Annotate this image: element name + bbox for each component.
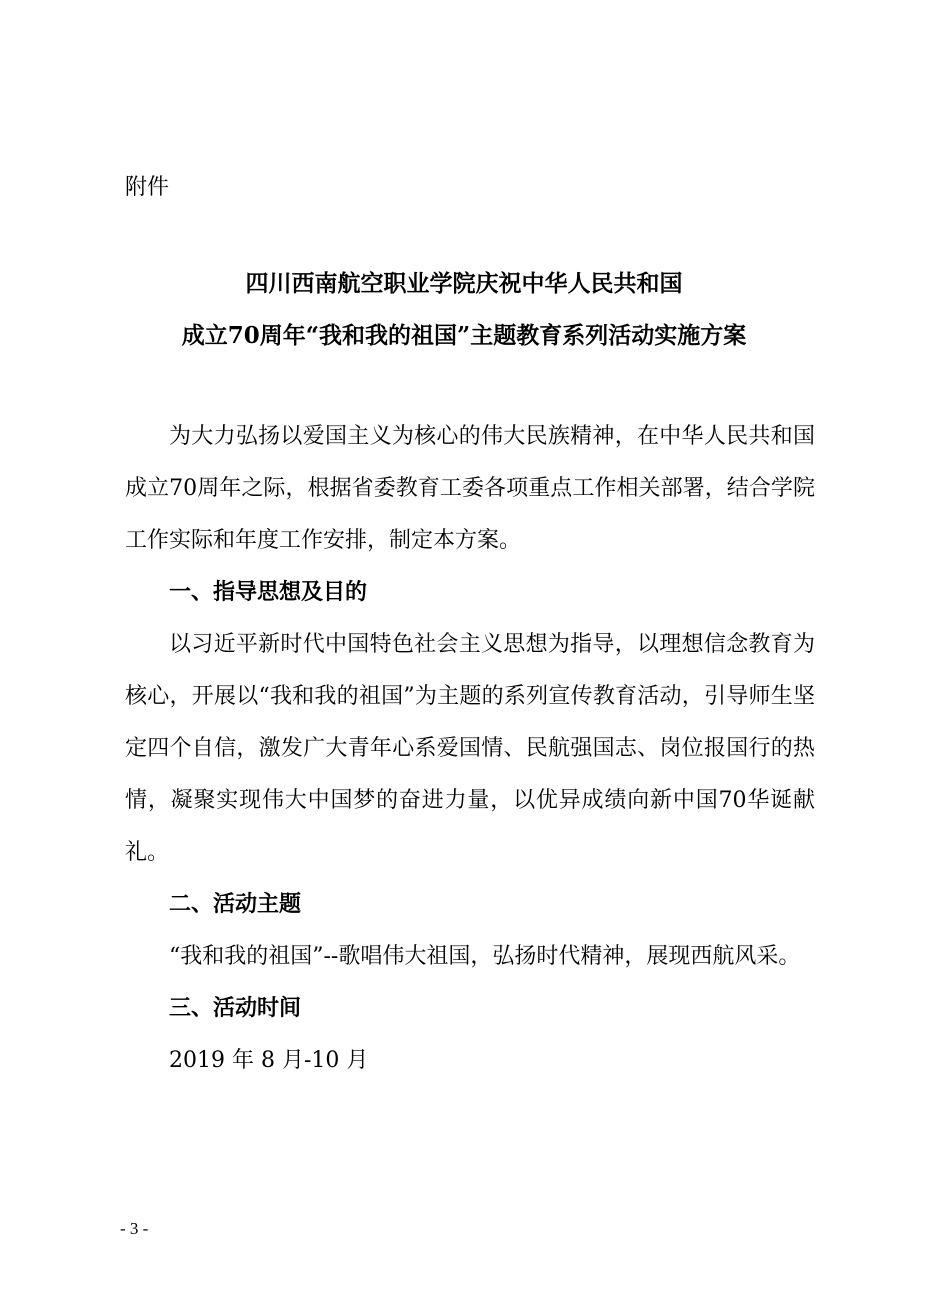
page-number: - 3 - bbox=[120, 1219, 149, 1238]
section-content-activity-time: 2019 年 8 月-10 月 bbox=[169, 1048, 369, 1073]
attachment-label: 附件 bbox=[125, 175, 170, 200]
section-heading-activity-time: 三、活动时间 bbox=[169, 996, 302, 1021]
intro-paragraph: 为大力弘扬以爱国主义为核心的伟大民族精神，在中华人民共和国成立70周年之际，根据省委教育工委各项重点工作相关部署，结合学院工作实际和年度工作安排，制定本方案。 bbox=[125, 424, 815, 553]
section-content-guiding-ideology: 以习近平新时代中国特色社会主义思想为指导，以理想信念教育为核心，开展以“我和我的祖国”为主题的系列宣传教育活动，引导师生坚定四个自信，激发广大青年心系爱国情、民航强国志、岗位报国行的热情，凝聚实现伟大中国梦的奋进力量，以优异成绩向新中国70华诞献礼。 bbox=[125, 632, 815, 865]
section-heading-activity-theme: 二、活动主题 bbox=[169, 892, 302, 917]
section-heading-guiding-ideology: 一、指导思想及目的 bbox=[169, 580, 368, 605]
document-title-line-2: 成立70周年“我和我的祖国”主题教育系列活动实施方案 bbox=[181, 322, 747, 349]
document-body bbox=[125, 411, 815, 1087]
section-content-activity-theme: “我和我的祖国”--歌唱伟大祖国，弘扬时代精神，展现西航风采。 bbox=[169, 944, 801, 969]
document-title-line-1: 四川西南航空职业学院庆祝中华人民共和国 bbox=[245, 270, 683, 297]
